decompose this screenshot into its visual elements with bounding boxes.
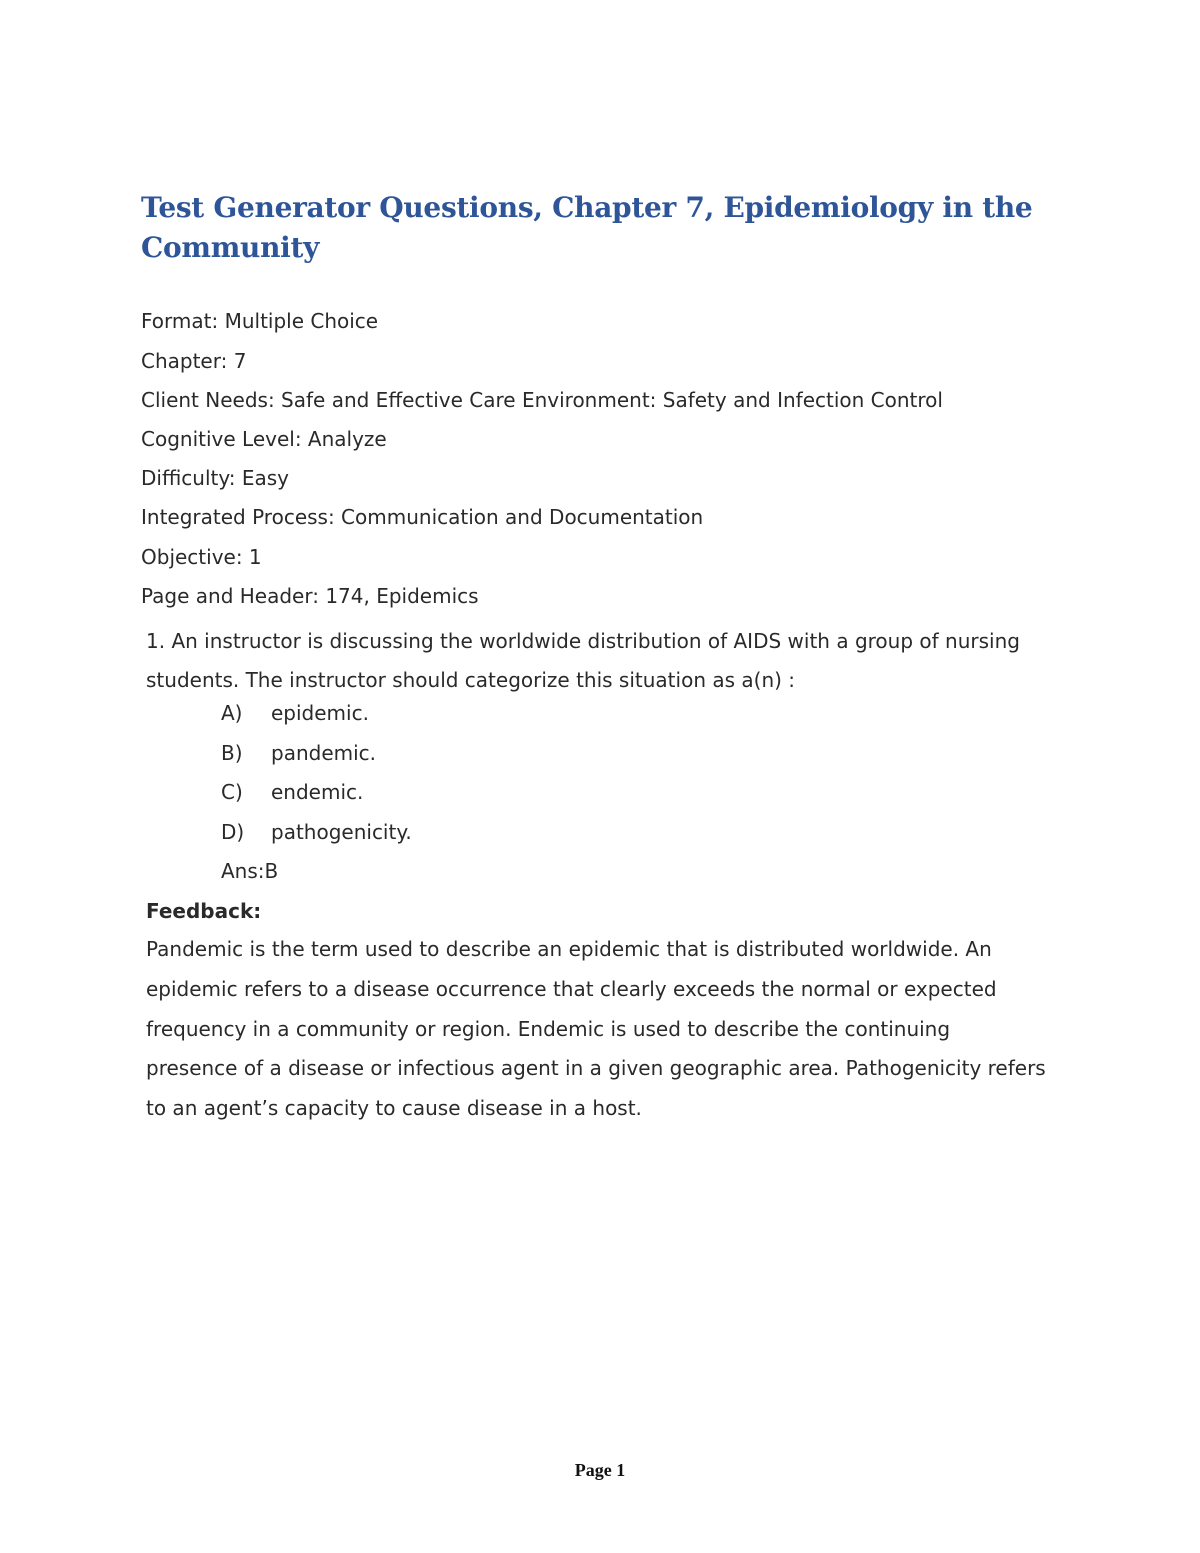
meta-objective: Objective: 1 bbox=[141, 545, 262, 569]
question-number: 1. bbox=[146, 629, 166, 653]
meta-client-needs: Client Needs: Safe and Effective Care Environment: Safety and Infection Control bbox=[141, 388, 943, 412]
meta-cognitive-level: Cognitive Level: Analyze bbox=[141, 427, 387, 451]
option-text: pathogenicity. bbox=[271, 819, 412, 844]
option-a bbox=[221, 700, 412, 740]
page-number-footer: Page 1 bbox=[574, 1460, 626, 1480]
option-b bbox=[221, 740, 412, 780]
feedback-heading: Feedback: bbox=[146, 899, 262, 923]
question-text: An instructor is discussing the worldwide distribution of AIDS with a group of nursing students. The instructor should categorize this situation as a(n) : bbox=[146, 629, 1020, 692]
option-letter: A) bbox=[221, 701, 243, 725]
meta-integrated-process: Integrated Process: Communication and Documentation bbox=[141, 505, 704, 529]
answer-key: Ans:B bbox=[221, 859, 279, 883]
option-d bbox=[221, 819, 412, 859]
option-text: epidemic. bbox=[271, 701, 369, 725]
document-title: Test Generator Questions, Chapter 7, Epidemiology in the Community bbox=[141, 191, 1033, 264]
meta-page-header: Page and Header: 174, Epidemics bbox=[141, 584, 479, 608]
question-stem bbox=[146, 622, 1046, 700]
meta-difficulty: Difficulty: Easy bbox=[141, 466, 289, 490]
option-letter: B) bbox=[221, 740, 243, 765]
meta-format: Format: Multiple Choice bbox=[141, 309, 379, 333]
option-letter: C) bbox=[221, 780, 243, 804]
option-letter: D) bbox=[221, 819, 245, 844]
meta-chapter: Chapter: 7 bbox=[141, 349, 247, 373]
option-text: endemic. bbox=[271, 780, 364, 804]
answer-options bbox=[221, 700, 412, 898]
option-text: pandemic. bbox=[271, 740, 377, 765]
feedback-text: Pandemic is the term used to describe an epidemic that is distributed worldwide. An epidemic refers to a disease occurrence that clearly exceeds the normal or expected frequency in a community or region. Endemic is used to describe the continuing presence of a disease or infectious agent in a given geographic area. Pathogenicity refers to an agent’s capacity to cause disease in a host. bbox=[146, 937, 1046, 1121]
option-c bbox=[221, 779, 412, 819]
